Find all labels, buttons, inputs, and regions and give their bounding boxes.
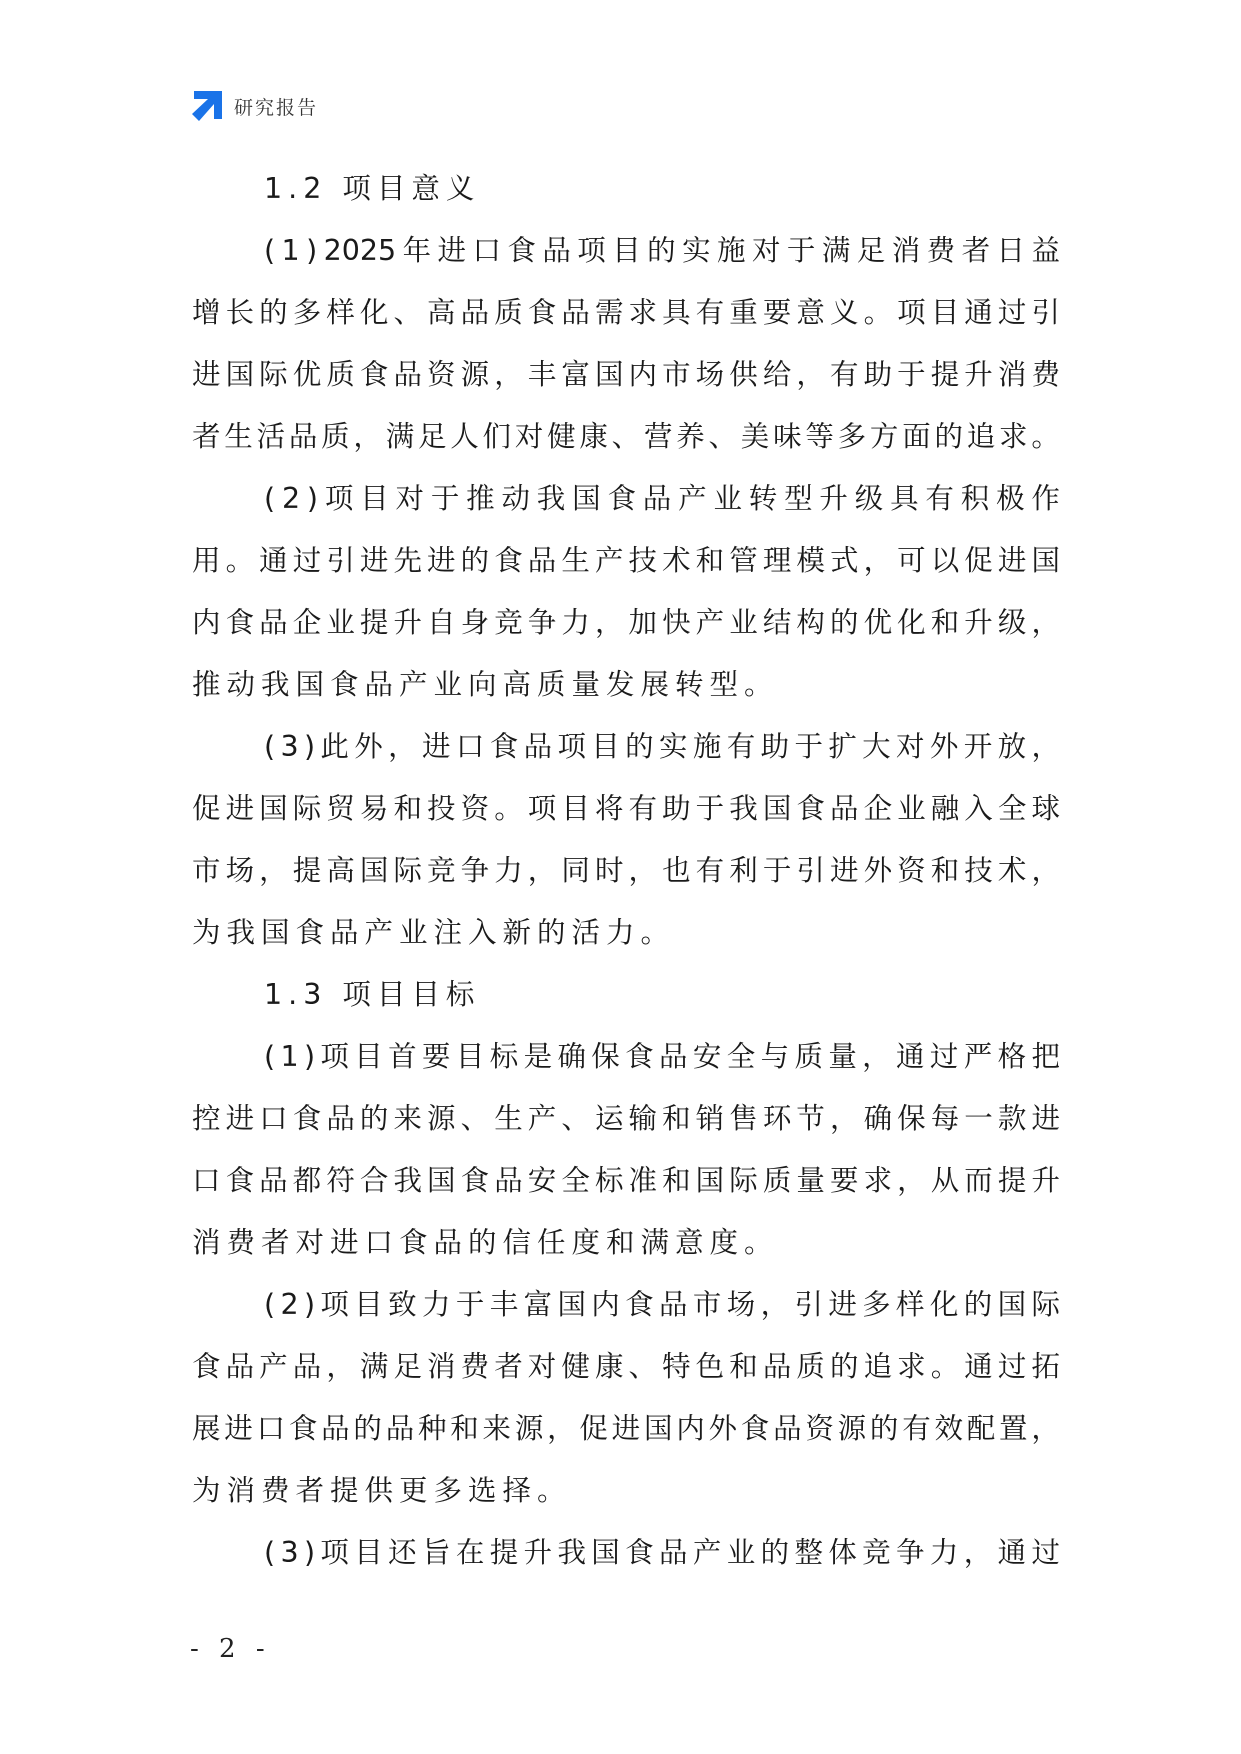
text-line: 展 进 口 食 品 的 品 种 和 来 源 ， 促 进 国 内 外 食 品 资 源 的 有 效 配 置 ， [192,1412,1060,1445]
text-line: 市 场 ， 提 高 国 际 竞 争 力 ， 同 时 ， 也 有 利 于 引 进 外 资 和 技 术 ， [192,854,1060,887]
text-line: ( 3 ) 项 目 还 旨 在 提 升 我 国 食 品 产 业 的 整 体 竞 争 力 ， 通 过 [264,1536,1060,1569]
text-line: 推动我国食品产业向高质量发展转型。 [192,668,779,701]
text-line: 为消费者提供更多选择。 [192,1474,572,1507]
text-line: ( 1 ) 2025 年 进 口 食 品 项 目 的 实 施 对 于 满 足 消 费 者 日 益 [264,234,1060,267]
section-heading: 1.3 项目目标 [264,978,481,1011]
text-line: 口 食 品 都 符 合 我 国 食 品 安 全 标 准 和 国 际 质 量 要 求 ， 从 而 提 升 [192,1164,1060,1197]
text-line: 内 食 品 企 业 提 升 自 身 竞 争 力 ， 加 快 产 业 结 构 的 优 化 和 升 级 ， [192,606,1060,639]
text-line: 食 品 产 品 ， 满 足 消 费 者 对 健 康 、 特 色 和 品 质 的 追 求 。 通 过 拓 [192,1350,1060,1383]
document-body [192,158,1060,1584]
text-line: 消费者对进口食品的信任度和满意度。 [192,1226,779,1259]
section-heading: 1.2 项目意义 [264,172,481,205]
page-number: - 2 - [190,1634,271,1664]
text-line: 进 国 际 优 质 食 品 资 源 ， 丰 富 国 内 市 场 供 给 ， 有 助 于 提 升 消 费 [192,358,1060,391]
text-line: ( 3 ) 此 外 ， 进 口 食 品 项 目 的 实 施 有 助 于 扩 大 对 外 开 放 ， [264,730,1060,763]
text-line: ( 2 ) 项 目 致 力 于 丰 富 国 内 食 品 市 场 ， 引 进 多 样 化 的 国 际 [264,1288,1060,1321]
text-line: 控 进 口 食 品 的 来 源 、 生 产 、 运 输 和 销 售 环 节 ， 确 保 每 一 款 进 [192,1102,1060,1135]
text-line: ( 1 ) 项 目 首 要 目 标 是 确 保 食 品 安 全 与 质 量 ， 通 过 严 格 把 [264,1040,1060,1073]
text-line: 为我国食品产业注入新的活力。 [192,916,676,949]
text-line: 用 。 通 过 引 进 先 进 的 食 品 生 产 技 术 和 管 理 模 式 ， 可 以 促 进 国 [192,544,1060,577]
arrow-up-right-icon [190,89,224,123]
page-header [190,88,318,124]
text-line: 者 生 活 品 质 ， 满 足 人 们 对 健 康 、 营 养 、 美 味 等 多 方 面 的 追 求 。 [192,420,1060,453]
text-line: ( 2 ) 项 目 对 于 推 动 我 国 食 品 产 业 转 型 升 级 具 有 积 极 作 [264,482,1060,515]
header-title: 研究报告 [234,96,319,119]
text-line: 增 长 的 多 样 化 、 高 品 质 食 品 需 求 具 有 重 要 意 义 。 项 目 通 过 引 [192,296,1060,329]
text-line: 促 进 国 际 贸 易 和 投 资 。 项 目 将 有 助 于 我 国 食 品 企 业 融 入 全 球 [192,792,1060,825]
